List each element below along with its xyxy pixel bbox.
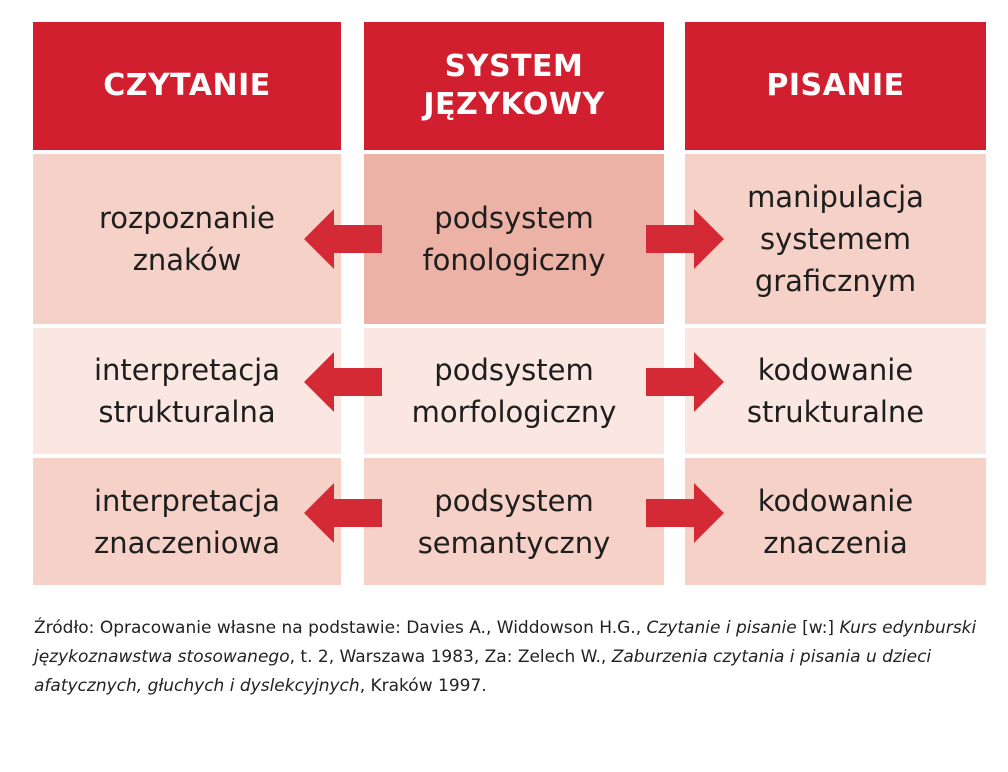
source-mid-1: [w:] — [796, 618, 840, 638]
header-czytanie: CZYTANIE — [33, 22, 341, 150]
source-title-2: Kurs edynburski językoznawstwa stosowanego — [34, 618, 977, 667]
row2-writing-cell: kodowanie strukturalne — [685, 328, 986, 454]
header-system-jezykowy: SYSTEM JĘZYKOWY — [364, 22, 664, 150]
row2-left-arrow-icon — [304, 352, 382, 412]
row3-system-cell: podsystem semantyczny — [364, 458, 664, 585]
source-prefix: Źródło: Opracowanie własne na podstawie: Davies A., Widdowson H.G., — [34, 618, 647, 638]
row3-right-arrow-icon — [646, 483, 724, 543]
header-pisanie: PISANIE — [685, 22, 986, 150]
row1-system-cell: podsystem fonologiczny — [364, 154, 664, 324]
row2-reading-cell: interpretacja strukturalna — [33, 328, 341, 454]
row1-right-arrow-icon — [646, 209, 724, 269]
row3-writing-cell: kodowanie znaczenia — [685, 458, 986, 585]
row1-left-arrow-icon — [304, 209, 382, 269]
source-note — [34, 614, 984, 701]
row2-system-cell: podsystem morfologiczny — [364, 328, 664, 454]
row3-left-arrow-icon — [304, 483, 382, 543]
row3-reading-cell: interpretacja znaczeniowa — [33, 458, 341, 585]
source-title-1: Czytanie i pisanie — [646, 618, 797, 638]
row1-writing-cell: manipulacja systemem graficznym — [685, 154, 986, 324]
source-suffix: , Kraków 1997. — [359, 676, 487, 696]
source-title-3: Zaburzenia czytania i pisania u dzieci afatycznych, głuchych i dyslekcyjnych — [34, 647, 932, 696]
row1-reading-cell: rozpoznanie znaków — [33, 154, 341, 324]
row2-right-arrow-icon — [646, 352, 724, 412]
source-mid-2: , t. 2, Warszawa 1983, Za: Zelech W., — [289, 647, 612, 667]
